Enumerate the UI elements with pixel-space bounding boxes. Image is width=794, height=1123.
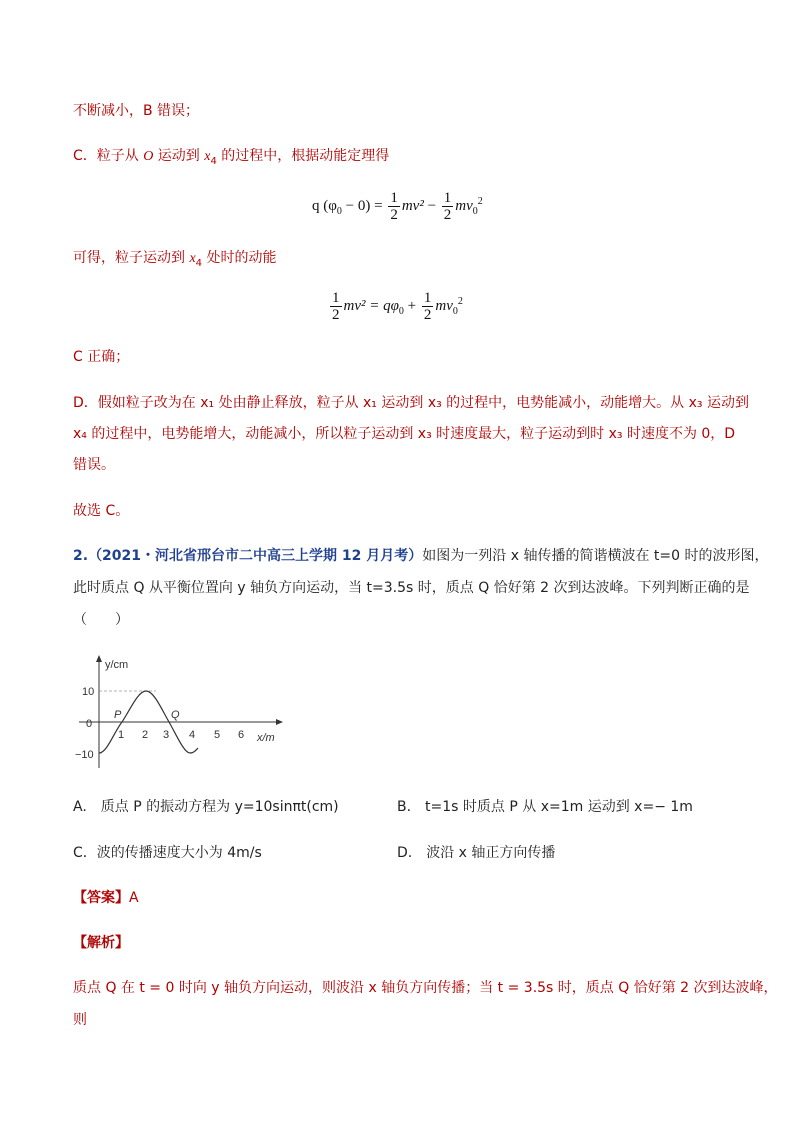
f1-lhs-sub: 0 bbox=[336, 205, 342, 217]
f2-plus: + bbox=[403, 297, 420, 314]
ke-prefix: 可得，粒子运动到 bbox=[73, 250, 190, 266]
f1-term1: mv² bbox=[401, 197, 424, 214]
x-tick-3: 3 bbox=[163, 729, 170, 741]
option-c[interactable]: C．波的传播速度大小为 4m/s bbox=[73, 845, 262, 861]
f1-lhs-tail: − 0) = bbox=[341, 197, 383, 214]
question-2-paren: （ ） bbox=[73, 612, 129, 628]
c-mid: 运动到 bbox=[153, 148, 205, 164]
analysis-line2: 则 bbox=[73, 1012, 87, 1028]
wave-graph bbox=[74, 652, 294, 772]
var-o: O bbox=[143, 149, 154, 164]
question-stem-1: 如图为一列沿 x 轴传播的简谐横波在 t=0 时的波形图， bbox=[422, 548, 769, 564]
point-p-label: P bbox=[114, 709, 122, 721]
text-b-wrong: 不断减小，B 错误； bbox=[73, 103, 200, 119]
f2-term2-sup: 2 bbox=[457, 295, 463, 307]
answer-line bbox=[73, 888, 139, 908]
y-axis-arrow bbox=[96, 655, 102, 662]
frac-num: 1 bbox=[443, 190, 452, 206]
point-q-label: Q bbox=[171, 709, 180, 721]
x-axis-label: x/m bbox=[257, 732, 275, 744]
option-c-intro bbox=[73, 146, 389, 172]
text-choose-c: 故选 C。 bbox=[73, 503, 130, 519]
y-tick-0: 0 bbox=[86, 718, 93, 730]
y-axis-label: y/cm bbox=[105, 659, 129, 671]
sub-4: 4 bbox=[210, 155, 217, 167]
fraction-half bbox=[330, 290, 342, 323]
x-axis-arrow bbox=[276, 719, 283, 725]
x-tick-4: 4 bbox=[189, 729, 196, 741]
option-d-line1: D．假如粒子改为在 x₁ 处由静止释放，粒子从 x₁ 运动到 x₃ 的过程中，电势能减小，动能增大。从 x₃ 运动到 bbox=[73, 395, 749, 411]
c-prefix: C．粒子从 bbox=[73, 148, 144, 164]
x-tick-5: 5 bbox=[214, 729, 221, 741]
answer-value: A bbox=[129, 890, 139, 906]
frac-num: 1 bbox=[390, 190, 398, 206]
frac-den: 2 bbox=[390, 207, 398, 223]
f2-term2-sub: 0 bbox=[452, 305, 458, 317]
f2-term1: mv² = qφ bbox=[343, 297, 399, 314]
formula-energy-theorem bbox=[312, 190, 483, 223]
fraction-half bbox=[388, 190, 400, 223]
frac-num: 1 bbox=[332, 290, 340, 306]
x-tick-2: 2 bbox=[142, 729, 149, 741]
var-x: x bbox=[204, 149, 211, 164]
f1-lhs: q (φ bbox=[312, 197, 337, 214]
ke-suffix: 处时的动能 bbox=[202, 250, 277, 266]
question-source: （2021・河北省邢台市二中高三上学期 12 月月考） bbox=[88, 548, 423, 564]
question-number: 2. bbox=[73, 548, 89, 564]
f1-term2-sub: 0 bbox=[472, 205, 478, 217]
f2-term2: mv bbox=[435, 297, 453, 314]
question-2-line2: 此时质点 Q 从平衡位置向 y 轴负方向运动，当 t=3.5s 时，质点 Q 恰好第 2 次到达波峰。下列判断正确的是 bbox=[73, 580, 750, 596]
text-c-correct: C 正确； bbox=[73, 349, 130, 365]
y-tick-minus10: −10 bbox=[75, 749, 94, 761]
option-a[interactable]: A. 质点 P 的振动方程为 y=10sinπt(cm) bbox=[73, 799, 339, 815]
sub-4: 4 bbox=[195, 257, 203, 269]
answer-label: 【答案】 bbox=[73, 890, 129, 906]
frac-num: 1 bbox=[423, 290, 432, 306]
fraction-half-2 bbox=[422, 290, 434, 323]
analysis-line1: 质点 Q 在 t = 0 时向 y 轴负方向运动，则波沿 x 轴负方向传播；当 t = 3.5s 时，质点 Q 恰好第 2 次到达波峰， bbox=[73, 980, 778, 996]
y-tick-10: 10 bbox=[82, 686, 95, 698]
formula-kinetic-energy bbox=[328, 290, 463, 323]
frac-den: 2 bbox=[332, 307, 340, 323]
frac-den: 2 bbox=[423, 307, 432, 323]
frac-den: 2 bbox=[443, 207, 452, 223]
option-d[interactable]: D. 波沿 x 轴正方向传播 bbox=[397, 845, 556, 861]
f1-minus: − bbox=[423, 197, 440, 214]
f2-term1-sub: 0 bbox=[398, 305, 404, 317]
option-b[interactable]: B. t=1s 时质点 P 从 x=1m 运动到 x=− 1m bbox=[397, 799, 693, 815]
option-d-line2: x₄ 的过程中，电势能增大，动能减小，所以粒子运动到 x₃ 时速度最大，粒子运动到时 x₃ 时速度不为 0，D bbox=[73, 426, 736, 442]
f1-term2-sup: 2 bbox=[477, 195, 483, 207]
text-kinetic-energy bbox=[73, 248, 277, 274]
x-tick-1: 1 bbox=[118, 729, 125, 741]
fraction-half-2 bbox=[442, 190, 454, 223]
x-tick-6: 6 bbox=[238, 729, 245, 741]
option-d-line3: 错误。 bbox=[73, 457, 115, 473]
question-2-line1 bbox=[73, 546, 768, 566]
analysis-label: 【解析】 bbox=[73, 935, 129, 951]
f1-term2: mv bbox=[455, 197, 473, 214]
var-x: x bbox=[189, 251, 196, 266]
c-suffix: 的过程中，根据动能定理得 bbox=[216, 148, 390, 164]
